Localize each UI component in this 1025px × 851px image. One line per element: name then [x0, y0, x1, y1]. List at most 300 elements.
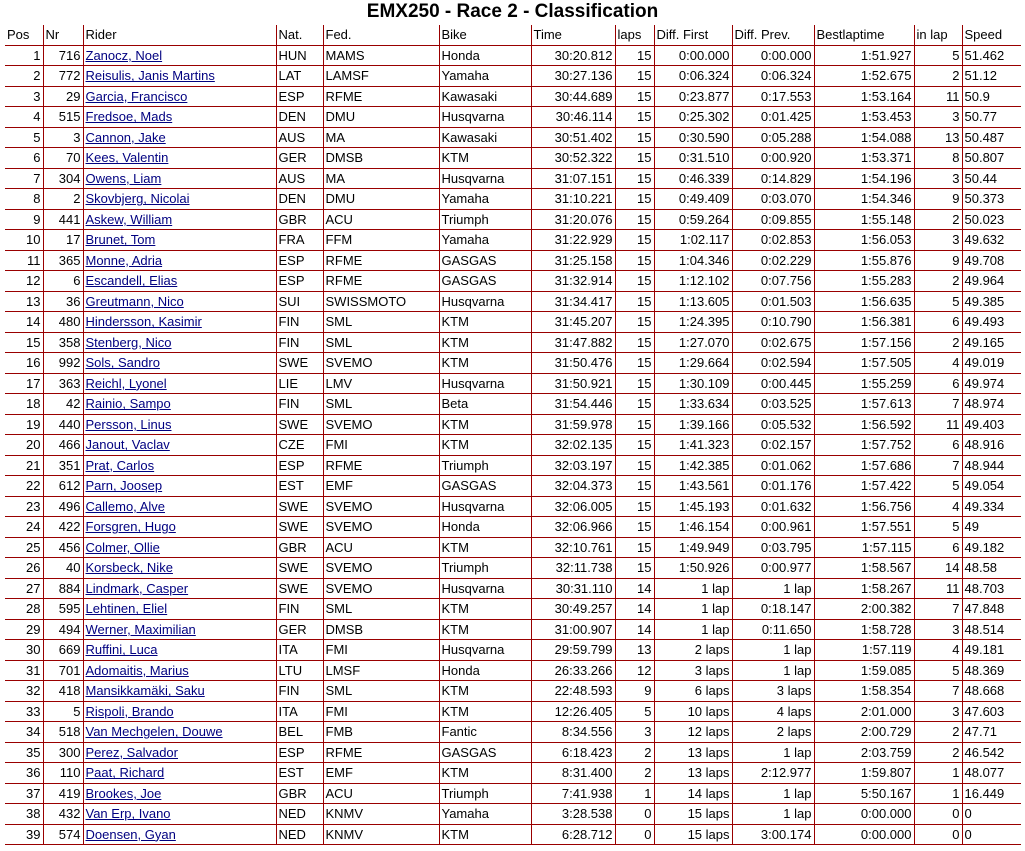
- table-row: [5, 640, 1021, 661]
- rider-link[interactable]: Reisulis, Janis Martins: [85, 68, 215, 84]
- cell-nat: ESP: [276, 250, 323, 271]
- rider-link[interactable]: Lehtinen, Eliel: [85, 601, 168, 617]
- cell-bestlaptime: 1:59.085: [814, 660, 914, 681]
- table-row: [5, 722, 1021, 743]
- cell-pos: 23: [5, 496, 43, 517]
- rider-link[interactable]: Colmer, Ollie: [85, 539, 160, 555]
- cell-diff-first: 0:46.339: [654, 168, 732, 189]
- cell-nr: 70: [43, 148, 83, 169]
- cell-laps: 15: [615, 414, 654, 435]
- table-row: [5, 353, 1021, 374]
- cell-speed: 49.165: [962, 332, 1021, 353]
- table-header-row: [5, 25, 1021, 45]
- cell-diff-prev: 0:18.147: [732, 599, 814, 620]
- cell-bestlaptime: 2:03.759: [814, 742, 914, 763]
- cell-in-lap: 11: [914, 86, 962, 107]
- rider-link[interactable]: Brookes, Joe: [85, 785, 162, 801]
- cell-diff-first: 1:45.193: [654, 496, 732, 517]
- rider-link[interactable]: Werner, Maximilian: [85, 621, 196, 637]
- table-row: [5, 107, 1021, 128]
- cell-fed: ACU: [323, 537, 439, 558]
- cell-rider: [83, 312, 276, 333]
- rider-link[interactable]: Hindersson, Kasimir: [85, 314, 202, 330]
- cell-speed: 50.9: [962, 86, 1021, 107]
- cell-diff-prev: 0:03.525: [732, 394, 814, 415]
- cell-bestlaptime: 1:58.267: [814, 578, 914, 599]
- rider-link[interactable]: Escandell, Elias: [85, 273, 178, 289]
- cell-diff-prev: 2:12.977: [732, 763, 814, 784]
- cell-bike: Fantic: [439, 722, 531, 743]
- rider-link[interactable]: Van Erp, Ivano: [85, 806, 171, 822]
- rider-link[interactable]: Fredsoe, Mads: [85, 109, 173, 125]
- cell-laps: 15: [615, 168, 654, 189]
- cell-diff-prev: 0:02.594: [732, 353, 814, 374]
- table-row: [5, 578, 1021, 599]
- cell-diff-first: 0:00.000: [654, 45, 732, 66]
- rider-link[interactable]: Zanocz, Noel: [85, 47, 163, 63]
- cell-bestlaptime: 1:57.422: [814, 476, 914, 497]
- cell-in-lap: 3: [914, 168, 962, 189]
- cell-pos: 24: [5, 517, 43, 538]
- cell-diff-first: 0:59.264: [654, 209, 732, 230]
- cell-speed: 16.449: [962, 783, 1021, 804]
- cell-laps: 15: [615, 312, 654, 333]
- cell-nr: 884: [43, 578, 83, 599]
- cell-bike: KTM: [439, 824, 531, 845]
- cell-nat: SWE: [276, 496, 323, 517]
- cell-rider: [83, 332, 276, 353]
- cell-fed: ACU: [323, 783, 439, 804]
- cell-diff-prev: 0:03.795: [732, 537, 814, 558]
- table-row: [5, 763, 1021, 784]
- cell-laps: 15: [615, 476, 654, 497]
- cell-rider: [83, 783, 276, 804]
- cell-time: 6:18.423: [531, 742, 615, 763]
- cell-nat: ESP: [276, 742, 323, 763]
- cell-diff-prev: 0:01.632: [732, 496, 814, 517]
- cell-laps: 15: [615, 86, 654, 107]
- page-title: EMX250 - Race 2 - Classification: [366, 1, 659, 22]
- cell-laps: 15: [615, 107, 654, 128]
- cell-nat: BEL: [276, 722, 323, 743]
- cell-bike: GASGAS: [439, 250, 531, 271]
- rider-link[interactable]: Cannon, Jake: [85, 129, 166, 145]
- cell-time: 32:10.761: [531, 537, 615, 558]
- cell-speed: 48.369: [962, 660, 1021, 681]
- rider-link[interactable]: Rispoli, Brando: [85, 703, 174, 719]
- cell-in-lap: 8: [914, 148, 962, 169]
- cell-nat: EST: [276, 476, 323, 497]
- cell-fed: RFME: [323, 271, 439, 292]
- cell-rider: [83, 107, 276, 128]
- rider-link[interactable]: Adomaitis, Marius: [85, 662, 189, 678]
- cell-nr: 300: [43, 742, 83, 763]
- cell-pos: 10: [5, 230, 43, 251]
- cell-speed: 49.403: [962, 414, 1021, 435]
- cell-rider: [83, 681, 276, 702]
- cell-nr: 351: [43, 455, 83, 476]
- cell-fed: DMSB: [323, 619, 439, 640]
- cell-nr: 669: [43, 640, 83, 661]
- cell-nat: SUI: [276, 291, 323, 312]
- cell-nr: 716: [43, 45, 83, 66]
- cell-bestlaptime: 1:55.259: [814, 373, 914, 394]
- cell-speed: 50.023: [962, 209, 1021, 230]
- rider-link[interactable]: Stenberg, Nico: [85, 334, 172, 350]
- cell-bike: GASGAS: [439, 271, 531, 292]
- cell-rider: [83, 373, 276, 394]
- rider-link[interactable]: Paat, Richard: [85, 765, 165, 781]
- cell-pos: 38: [5, 804, 43, 825]
- cell-diff-first: 1:02.117: [654, 230, 732, 251]
- cell-fed: KNMV: [323, 804, 439, 825]
- cell-nr: 440: [43, 414, 83, 435]
- cell-rider: [83, 455, 276, 476]
- rider-link[interactable]: Sols, Sandro: [85, 355, 160, 371]
- cell-laps: 9: [615, 681, 654, 702]
- cell-time: 31:47.882: [531, 332, 615, 353]
- cell-laps: 14: [615, 578, 654, 599]
- cell-in-lap: 7: [914, 455, 962, 476]
- cell-fed: SML: [323, 312, 439, 333]
- cell-fed: LAMSF: [323, 66, 439, 87]
- cell-time: 31:59.978: [531, 414, 615, 435]
- cell-speed: 49.334: [962, 496, 1021, 517]
- col-header-bike: Bike: [439, 25, 531, 45]
- cell-pos: 5: [5, 127, 43, 148]
- table-row: [5, 271, 1021, 292]
- cell-bestlaptime: 0:00.000: [814, 804, 914, 825]
- cell-diff-prev: 2 laps: [732, 722, 814, 743]
- cell-time: 30:49.257: [531, 599, 615, 620]
- cell-in-lap: 5: [914, 45, 962, 66]
- cell-diff-first: 1:46.154: [654, 517, 732, 538]
- rider-link[interactable]: Skovbjerg, Nicolai: [85, 191, 190, 207]
- cell-time: 31:07.151: [531, 168, 615, 189]
- cell-diff-prev: 1 lap: [732, 742, 814, 763]
- col-header-nr: Nr: [43, 25, 83, 45]
- cell-time: 31:25.158: [531, 250, 615, 271]
- cell-fed: EMF: [323, 763, 439, 784]
- cell-diff-prev: 0:05.288: [732, 127, 814, 148]
- cell-rider: [83, 722, 276, 743]
- cell-laps: 14: [615, 599, 654, 620]
- cell-in-lap: 9: [914, 250, 962, 271]
- cell-speed: 49: [962, 517, 1021, 538]
- cell-bestlaptime: 1:57.551: [814, 517, 914, 538]
- rider-link[interactable]: Garcia, Francisco: [85, 88, 188, 104]
- cell-nr: 574: [43, 824, 83, 845]
- cell-pos: 4: [5, 107, 43, 128]
- cell-diff-first: 1:13.605: [654, 291, 732, 312]
- cell-nat: ESP: [276, 86, 323, 107]
- cell-in-lap: 7: [914, 681, 962, 702]
- cell-bike: KTM: [439, 435, 531, 456]
- cell-bestlaptime: 1:54.196: [814, 168, 914, 189]
- cell-nr: 6: [43, 271, 83, 292]
- cell-in-lap: 2: [914, 66, 962, 87]
- cell-bestlaptime: 1:55.283: [814, 271, 914, 292]
- cell-laps: 15: [615, 537, 654, 558]
- cell-laps: 0: [615, 804, 654, 825]
- cell-rider: [83, 45, 276, 66]
- cell-fed: SML: [323, 599, 439, 620]
- cell-nat: AUS: [276, 127, 323, 148]
- cell-nat: SWE: [276, 517, 323, 538]
- cell-in-lap: 4: [914, 640, 962, 661]
- cell-nr: 3: [43, 127, 83, 148]
- cell-rider: [83, 578, 276, 599]
- rider-link[interactable]: Monne, Adria: [85, 252, 163, 268]
- cell-pos: 39: [5, 824, 43, 845]
- cell-nat: GBR: [276, 783, 323, 804]
- table-row: [5, 681, 1021, 702]
- cell-nr: 418: [43, 681, 83, 702]
- cell-bestlaptime: 1:58.567: [814, 558, 914, 579]
- cell-pos: 37: [5, 783, 43, 804]
- cell-nr: 612: [43, 476, 83, 497]
- cell-pos: 36: [5, 763, 43, 784]
- table-row: [5, 168, 1021, 189]
- cell-time: 30:51.402: [531, 127, 615, 148]
- table-row: [5, 148, 1021, 169]
- cell-in-lap: 3: [914, 619, 962, 640]
- rider-link[interactable]: Forsgren, Hugo: [85, 519, 176, 535]
- cell-diff-first: 1:39.166: [654, 414, 732, 435]
- table-row: [5, 435, 1021, 456]
- cell-speed: 49.181: [962, 640, 1021, 661]
- rider-link[interactable]: Doensen, Gyan: [85, 826, 176, 842]
- cell-diff-prev: 1 lap: [732, 660, 814, 681]
- cell-in-lap: 13: [914, 127, 962, 148]
- cell-laps: 15: [615, 455, 654, 476]
- cell-nat: FIN: [276, 394, 323, 415]
- cell-time: 31:32.914: [531, 271, 615, 292]
- cell-bestlaptime: 1:58.728: [814, 619, 914, 640]
- cell-bestlaptime: 1:57.115: [814, 537, 914, 558]
- cell-speed: 48.668: [962, 681, 1021, 702]
- rider-link[interactable]: Reichl, Lyonel: [85, 375, 167, 391]
- cell-diff-prev: 0:03.070: [732, 189, 814, 210]
- cell-diff-first: 14 laps: [654, 783, 732, 804]
- cell-pos: 2: [5, 66, 43, 87]
- cell-nat: GER: [276, 148, 323, 169]
- cell-rider: [83, 414, 276, 435]
- cell-pos: 32: [5, 681, 43, 702]
- table-row: [5, 619, 1021, 640]
- cell-pos: 18: [5, 394, 43, 415]
- cell-in-lap: 0: [914, 824, 962, 845]
- cell-diff-prev: 0:02.157: [732, 435, 814, 456]
- cell-bestlaptime: 1:57.119: [814, 640, 914, 661]
- cell-laps: 3: [615, 722, 654, 743]
- col-header-bestlaptime: Bestlaptime: [814, 25, 914, 45]
- cell-fed: RFME: [323, 455, 439, 476]
- cell-nat: HUN: [276, 45, 323, 66]
- cell-diff-prev: 0:02.675: [732, 332, 814, 353]
- cell-laps: 12: [615, 660, 654, 681]
- cell-bike: Husqvarna: [439, 291, 531, 312]
- cell-diff-first: 3 laps: [654, 660, 732, 681]
- cell-nr: 494: [43, 619, 83, 640]
- cell-bike: Triumph: [439, 455, 531, 476]
- cell-diff-prev: 0:02.229: [732, 250, 814, 271]
- cell-rider: [83, 742, 276, 763]
- table-row: [5, 86, 1021, 107]
- rider-link[interactable]: Owens, Liam: [85, 170, 162, 186]
- cell-rider: [83, 517, 276, 538]
- cell-bike: KTM: [439, 332, 531, 353]
- cell-nr: 518: [43, 722, 83, 743]
- cell-fed: SVEMO: [323, 558, 439, 579]
- rider-link[interactable]: Rainio, Sampo: [85, 396, 171, 412]
- cell-speed: 48.514: [962, 619, 1021, 640]
- cell-fed: RFME: [323, 86, 439, 107]
- cell-bike: Honda: [439, 660, 531, 681]
- cell-speed: 49.493: [962, 312, 1021, 333]
- rider-link[interactable]: Ruffini, Luca: [85, 642, 158, 658]
- cell-nat: ITA: [276, 640, 323, 661]
- rider-link[interactable]: Callemo, Alve: [85, 498, 165, 514]
- rider-link[interactable]: Brunet, Tom: [85, 232, 156, 248]
- cell-speed: 49.632: [962, 230, 1021, 251]
- cell-rider: [83, 353, 276, 374]
- cell-nr: 110: [43, 763, 83, 784]
- cell-pos: 30: [5, 640, 43, 661]
- cell-rider: [83, 619, 276, 640]
- cell-speed: 51.462: [962, 45, 1021, 66]
- cell-in-lap: 11: [914, 414, 962, 435]
- cell-diff-prev: 0:09.855: [732, 209, 814, 230]
- rider-link[interactable]: Greutmann, Nico: [85, 293, 184, 309]
- cell-rider: [83, 660, 276, 681]
- rider-link[interactable]: Van Mechgelen, Douwe: [85, 724, 223, 740]
- cell-pos: 29: [5, 619, 43, 640]
- cell-in-lap: 6: [914, 312, 962, 333]
- cell-time: 30:27.136: [531, 66, 615, 87]
- cell-pos: 16: [5, 353, 43, 374]
- rider-link[interactable]: Perez, Salvador: [85, 744, 178, 760]
- table-row: [5, 742, 1021, 763]
- cell-in-lap: 6: [914, 537, 962, 558]
- cell-fed: EMF: [323, 476, 439, 497]
- cell-diff-first: 15 laps: [654, 804, 732, 825]
- cell-speed: 48.974: [962, 394, 1021, 415]
- cell-diff-prev: 0:05.532: [732, 414, 814, 435]
- rider-link[interactable]: Korsbeck, Nike: [85, 560, 173, 576]
- cell-speed: 48.703: [962, 578, 1021, 599]
- cell-bestlaptime: 2:00.729: [814, 722, 914, 743]
- rider-link[interactable]: Parn, Joosep: [85, 478, 163, 494]
- cell-nat: LAT: [276, 66, 323, 87]
- cell-nat: FIN: [276, 599, 323, 620]
- cell-bike: Honda: [439, 45, 531, 66]
- cell-speed: 46.542: [962, 742, 1021, 763]
- cell-in-lap: 2: [914, 722, 962, 743]
- cell-bike: Honda: [439, 517, 531, 538]
- cell-nat: DEN: [276, 107, 323, 128]
- cell-bike: KTM: [439, 537, 531, 558]
- cell-in-lap: 4: [914, 353, 962, 374]
- rider-link[interactable]: Prat, Carlos: [85, 457, 155, 473]
- table-row: [5, 804, 1021, 825]
- cell-bestlaptime: 1:59.807: [814, 763, 914, 784]
- cell-laps: 15: [615, 353, 654, 374]
- cell-speed: 0: [962, 804, 1021, 825]
- cell-time: 32:06.966: [531, 517, 615, 538]
- cell-in-lap: 2: [914, 271, 962, 292]
- cell-nat: LIE: [276, 373, 323, 394]
- rider-link[interactable]: Kees, Valentin: [85, 150, 169, 166]
- cell-speed: 51.12: [962, 66, 1021, 87]
- cell-pos: 20: [5, 435, 43, 456]
- cell-speed: 48.58: [962, 558, 1021, 579]
- cell-fed: FMI: [323, 640, 439, 661]
- rider-link[interactable]: Persson, Linus: [85, 416, 172, 432]
- cell-speed: 49.054: [962, 476, 1021, 497]
- cell-speed: 47.71: [962, 722, 1021, 743]
- col-header-in-lap: in lap: [914, 25, 962, 45]
- cell-pos: 34: [5, 722, 43, 743]
- cell-bike: KTM: [439, 763, 531, 784]
- cell-bike: Husqvarna: [439, 640, 531, 661]
- cell-bike: GASGAS: [439, 476, 531, 497]
- cell-laps: 15: [615, 148, 654, 169]
- cell-in-lap: 9: [914, 189, 962, 210]
- cell-nr: 992: [43, 353, 83, 374]
- cell-time: 31:50.921: [531, 373, 615, 394]
- cell-nat: GBR: [276, 209, 323, 230]
- cell-diff-first: 0:23.877: [654, 86, 732, 107]
- cell-time: 6:28.712: [531, 824, 615, 845]
- cell-pos: 6: [5, 148, 43, 169]
- table-row: [5, 824, 1021, 845]
- cell-diff-prev: 0:02.853: [732, 230, 814, 251]
- cell-bike: GASGAS: [439, 742, 531, 763]
- rider-link[interactable]: Mansikkamäki, Saku: [85, 683, 205, 699]
- cell-diff-prev: 1 lap: [732, 640, 814, 661]
- cell-diff-first: 1 lap: [654, 578, 732, 599]
- cell-laps: 2: [615, 742, 654, 763]
- cell-in-lap: 6: [914, 373, 962, 394]
- cell-diff-first: 1:43.561: [654, 476, 732, 497]
- cell-bestlaptime: 1:55.148: [814, 209, 914, 230]
- cell-diff-prev: 0:00.920: [732, 148, 814, 169]
- cell-nr: 432: [43, 804, 83, 825]
- cell-speed: 50.44: [962, 168, 1021, 189]
- cell-pos: 21: [5, 455, 43, 476]
- rider-link[interactable]: Janout, Vaclav: [85, 437, 170, 453]
- cell-speed: 48.077: [962, 763, 1021, 784]
- cell-diff-first: 1 lap: [654, 599, 732, 620]
- cell-laps: 15: [615, 558, 654, 579]
- rider-link[interactable]: Askew, William: [85, 211, 173, 227]
- rider-link[interactable]: Lindmark, Casper: [85, 580, 189, 596]
- cell-laps: 15: [615, 45, 654, 66]
- cell-nr: 515: [43, 107, 83, 128]
- cell-in-lap: 7: [914, 394, 962, 415]
- cell-nat: ESP: [276, 455, 323, 476]
- cell-nat: FIN: [276, 312, 323, 333]
- cell-speed: 49.385: [962, 291, 1021, 312]
- cell-pos: 14: [5, 312, 43, 333]
- cell-rider: [83, 701, 276, 722]
- cell-in-lap: 3: [914, 701, 962, 722]
- cell-bestlaptime: 1:53.371: [814, 148, 914, 169]
- cell-diff-prev: 0:01.176: [732, 476, 814, 497]
- cell-in-lap: 2: [914, 209, 962, 230]
- cell-speed: 49.708: [962, 250, 1021, 271]
